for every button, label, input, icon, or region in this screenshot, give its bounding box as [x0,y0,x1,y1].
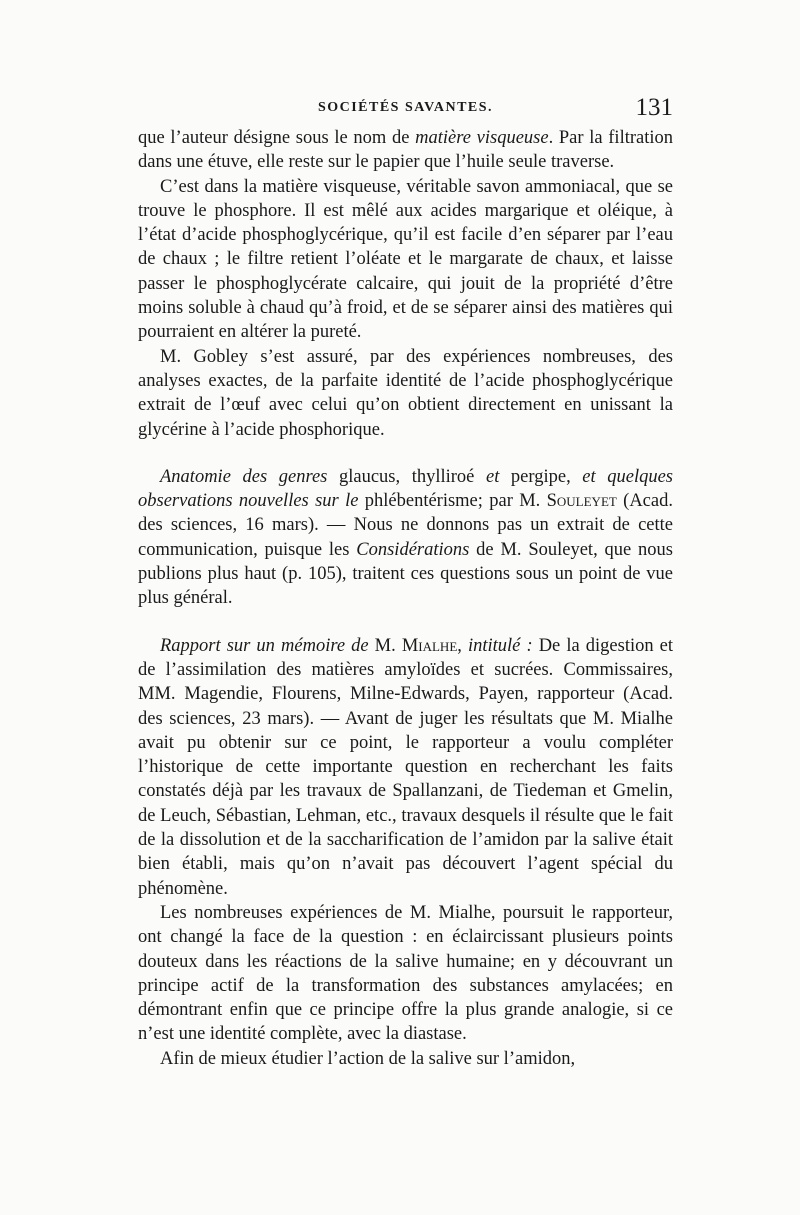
italic-text: et [485,466,500,487]
running-title: SOCIÉTÉS SAVANTES. [317,100,494,115]
text-run: De la digestion et de l’assimilation des matières amyloïdes et sucrées. Commissaires, MM. Magendie, Flourens, Milne-Edwards, Payen, rapporteur (Acad. des sciences, 23 mars). — Avant de juger les résultats que M. Mialhe avait pu obtenir sur ce point, le rapporteur a voulu compléter l’historique de cette importante question en recherchant les faits constatés déjà par les travaux de Spallanzani, de Tiedeman et Gmelin, de Leuch, Sébastian, Lehman, etc., travaux desquels il résulte que le fait de la dissolution et de la saccharification de l’amidon par la salive était bien établi, mais qu’on n’avait pas découvert l’agent spécial du phénomène. [138,635,674,899]
page-number: 131 [635,94,673,121]
paragraph-p4 [138,465,673,611]
italic-text: matière visqueuse [415,128,549,148]
text-run: (Acad. des sciences, 16 mars). — Nous ne donnons pas un extrait de cette communication, puisque les [138,491,673,560]
text-run: , [457,635,468,656]
italic-text: et quelques observations nouvelles sur le [138,466,673,512]
italic-text: Rapport sur un mémoire de [160,635,369,656]
text-run: que l’auteur désigne sous le nom de [138,128,416,148]
text-run: phlébentérisme; par M. [358,491,547,512]
page-header [138,94,673,126]
author-name: Souleyet [546,491,617,512]
text-run: C’est dans la matière visqueuse, véritable savon ammoniacal, que se trouve le phosphore. Il est mêlé aux acides margarique et oléique, à l’état d’acide phosphoglycérique, qu’il est facile d’en séparer par l’eau de chaux ; le filtre retient l’oléate et le margarate de chaux, et laisse passer le phosphoglycérate calcaire, qui jouit de la propriété d’être moins soluble à chaud qu’à froid, et de se séparer ainsi des matières qui pourraient en altérer la pureté. [138,176,673,343]
text-run: Les nombreuses expériences de M. Mialhe, poursuit le rapporteur, ont changé la face de la question : en éclaircissant plusieurs points douteux dans les réactions de la salive humaine; en y découvrant un principe actif de la transformation des substances amylacées; en démontrant enfin que ce principe offre la plus grande analogie, si ce n’est une identité complète, avec la diastase. [138,902,673,1045]
text-run: M. [368,635,402,656]
paragraph-p7 [138,1047,673,1071]
italic-text: Considérations [356,539,470,560]
paragraph-p5 [138,634,673,901]
text-run: glaucus, thylliroé [327,466,486,487]
author-name: Mialhe [401,635,458,656]
text-run: de M. Souleyet, que nous publions plus haut (p. 105), traitent ces questions sous un point de vue plus général. [138,539,673,609]
italic-text: intitulé : [467,635,533,656]
italic-text: Anatomie des genres [160,466,328,487]
text-run: . Par la filtration dans une étuve, elle reste sur le papier que l’huile seule traverse. [138,128,673,173]
paragraph-p2 [138,175,673,345]
body-text [138,126,673,1071]
book-page [138,94,673,1071]
paragraph-p6 [138,901,673,1047]
text-run: M. Gobley s’est assuré, par des expériences nombreuses, des analyses exactes, de la parfaite identité de l’acide phosphoglycérique extrait de l’œuf avec celui qu’on obtient directement en unissant la glycérine à l’acide phosphorique. [138,346,673,440]
text-run: Afin de mieux étudier l’action de la salive sur l’amidon, [160,1048,576,1069]
paragraph-p1 [138,126,673,175]
paragraph-p3 [138,345,673,442]
text-run: pergipe, [499,466,583,487]
